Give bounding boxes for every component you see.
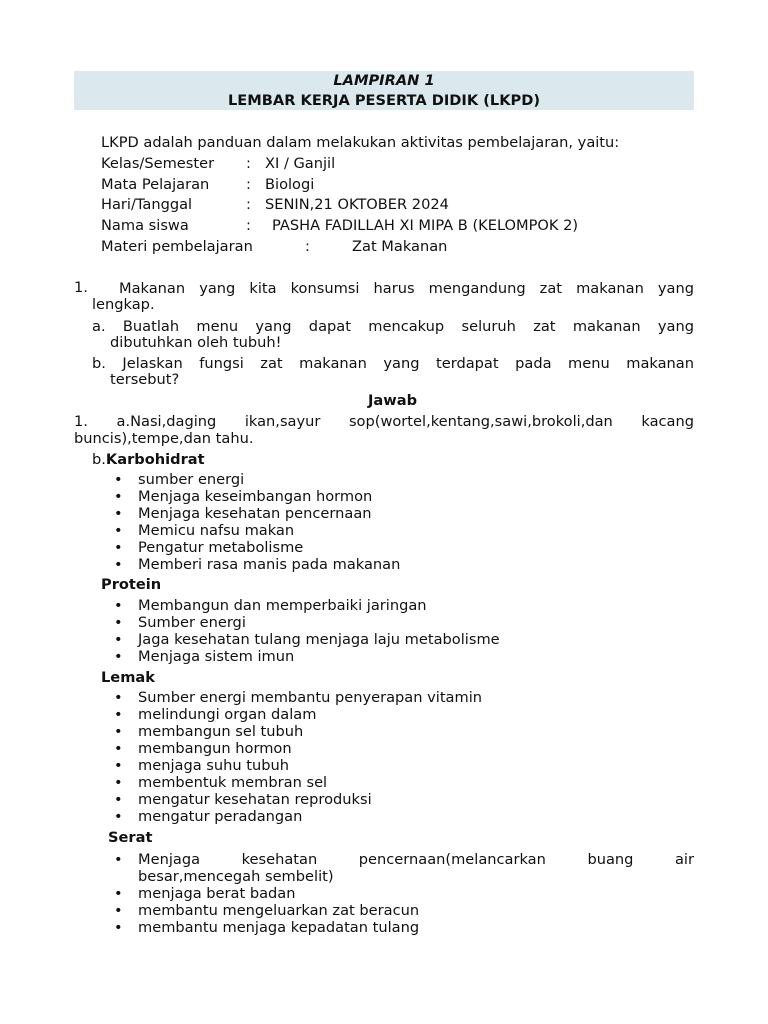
list-item: • melindungi organ dalam xyxy=(114,706,317,723)
list-item: • Jaga kesehatan tulang menjaga laju metabolisme xyxy=(114,631,500,648)
bullet-icon: • xyxy=(114,556,123,573)
section-title-karbohidrat: Karbohidrat xyxy=(105,451,205,468)
list-item: • Menjaga sistem imun xyxy=(114,648,295,665)
bullet-icon: • xyxy=(114,614,123,631)
materi-label: Materi pembelajaran xyxy=(101,238,253,255)
bullet-icon: • xyxy=(114,808,123,825)
answer-a-line1: 1. a.Nasi,daging ikan,sayur sop(wortel,kentang,sawi,brokoli,dan kacang xyxy=(74,413,694,430)
mapel-value: Biologi xyxy=(265,176,315,193)
karbohidrat-list xyxy=(114,471,400,573)
list-item: • Sumber energi xyxy=(114,614,246,631)
section-title-lemak: Lemak xyxy=(101,669,155,686)
bullet-icon: • xyxy=(114,919,123,936)
bullet-icon: • xyxy=(114,631,123,648)
nama-colon: : xyxy=(246,217,251,234)
nama-value: PASHA FADILLAH XI MIPA B (KELOMPOK 2) xyxy=(272,217,579,234)
kelas-colon: : xyxy=(246,155,251,172)
hari-label: Hari/Tanggal xyxy=(101,196,193,213)
document-subtitle: LEMBAR KERJA PESERTA DIDIK (LKPD) xyxy=(227,92,540,109)
list-item: • Menjaga keseimbangan hormon xyxy=(114,488,373,505)
serat-list xyxy=(114,885,419,936)
bullet-icon: • xyxy=(114,597,123,614)
serat-first-bullet: • xyxy=(114,851,123,868)
bullet-icon: • xyxy=(114,522,123,539)
bullet-icon: • xyxy=(114,539,123,556)
question-text-line1: Makanan yang kita konsumsi harus mengandung zat makanan yang xyxy=(119,280,694,297)
materi-colon: : xyxy=(305,238,310,255)
bullet-icon: • xyxy=(114,791,123,808)
bullet-icon: • xyxy=(114,723,123,740)
kelas-label: Kelas/Semester xyxy=(101,155,215,172)
serat-first-item-line1: Menjaga kesehatan pencernaan(melancarkan buang air xyxy=(138,851,694,868)
protein-list xyxy=(114,597,500,665)
bullet-icon: • xyxy=(114,471,123,488)
question-a-line2: dibutuhkan oleh tubuh! xyxy=(110,334,282,351)
answer-b-marker: b. xyxy=(92,451,106,468)
bullet-icon: • xyxy=(114,488,123,505)
question-b-line1: b. Jelaskan fungsi zat makanan yang terdapat pada menu makanan xyxy=(92,355,694,372)
list-item: • membantu mengeluarkan zat beracun xyxy=(114,902,420,919)
kelas-value: XI / Ganjil xyxy=(265,155,336,172)
list-item: • mengatur peradangan xyxy=(114,808,303,825)
bullet-icon: • xyxy=(114,885,123,902)
list-item: • membentuk membran sel xyxy=(114,774,328,791)
bullet-icon: • xyxy=(114,505,123,522)
answer-b-prefix xyxy=(92,451,205,469)
list-item: • Memicu nafsu makan xyxy=(114,522,295,539)
list-item: • menjaga berat badan xyxy=(114,885,296,902)
answer-a-line2: buncis),tempe,dan tahu. xyxy=(74,430,254,447)
list-item: • Pengatur metabolisme xyxy=(114,539,304,556)
list-item: • Sumber energi membantu penyerapan vitamin xyxy=(114,689,483,706)
section-title-protein: Protein xyxy=(101,576,162,593)
list-item: • Menjaga kesehatan pencernaan xyxy=(114,505,372,522)
list-item: • membangun sel tubuh xyxy=(114,723,304,740)
list-item: • menjaga suhu tubuh xyxy=(114,757,290,774)
question-a-line1: a. Buatlah menu yang dapat mencakup seluruh zat makanan yang xyxy=(92,318,694,335)
question-b-line2: tersebut? xyxy=(110,371,180,388)
bullet-icon: • xyxy=(114,689,123,706)
bullet-icon: • xyxy=(114,706,123,723)
lemak-list xyxy=(114,689,482,825)
intro-text: LKPD adalah panduan dalam melakukan aktivitas pembelajaran, yaitu: xyxy=(101,134,620,151)
question-text-line2: lengkap. xyxy=(92,296,155,313)
document-title: LAMPIRAN 1 xyxy=(333,72,435,89)
section-title-serat: Serat xyxy=(108,829,153,846)
mapel-label: Mata Pelajaran xyxy=(101,176,210,193)
bullet-icon: • xyxy=(114,648,123,665)
materi-value: Zat Makanan xyxy=(352,238,448,255)
list-item: • membantu menjaga kepadatan tulang xyxy=(114,919,420,936)
list-item: • sumber energi xyxy=(114,471,245,488)
list-item: • Memberi rasa manis pada makanan xyxy=(114,556,401,573)
list-item: • membangun hormon xyxy=(114,740,292,757)
hari-value: SENIN,21 OKTOBER 2024 xyxy=(265,196,449,213)
bullet-icon: • xyxy=(114,902,123,919)
hari-colon: : xyxy=(246,196,251,213)
mapel-colon: : xyxy=(246,176,251,193)
list-item: • Membangun dan memperbaiki jaringan xyxy=(114,597,427,614)
bullet-icon: • xyxy=(114,740,123,757)
bullet-icon: • xyxy=(114,774,123,791)
serat-first-item-line2: besar,mencegah sembelit) xyxy=(138,868,334,885)
question-number: 1. xyxy=(74,279,88,296)
bullet-icon: • xyxy=(114,757,123,774)
nama-label: Nama siswa xyxy=(101,217,189,234)
list-item: • mengatur kesehatan reproduksi xyxy=(114,791,372,808)
answer-heading: Jawab xyxy=(368,392,418,409)
